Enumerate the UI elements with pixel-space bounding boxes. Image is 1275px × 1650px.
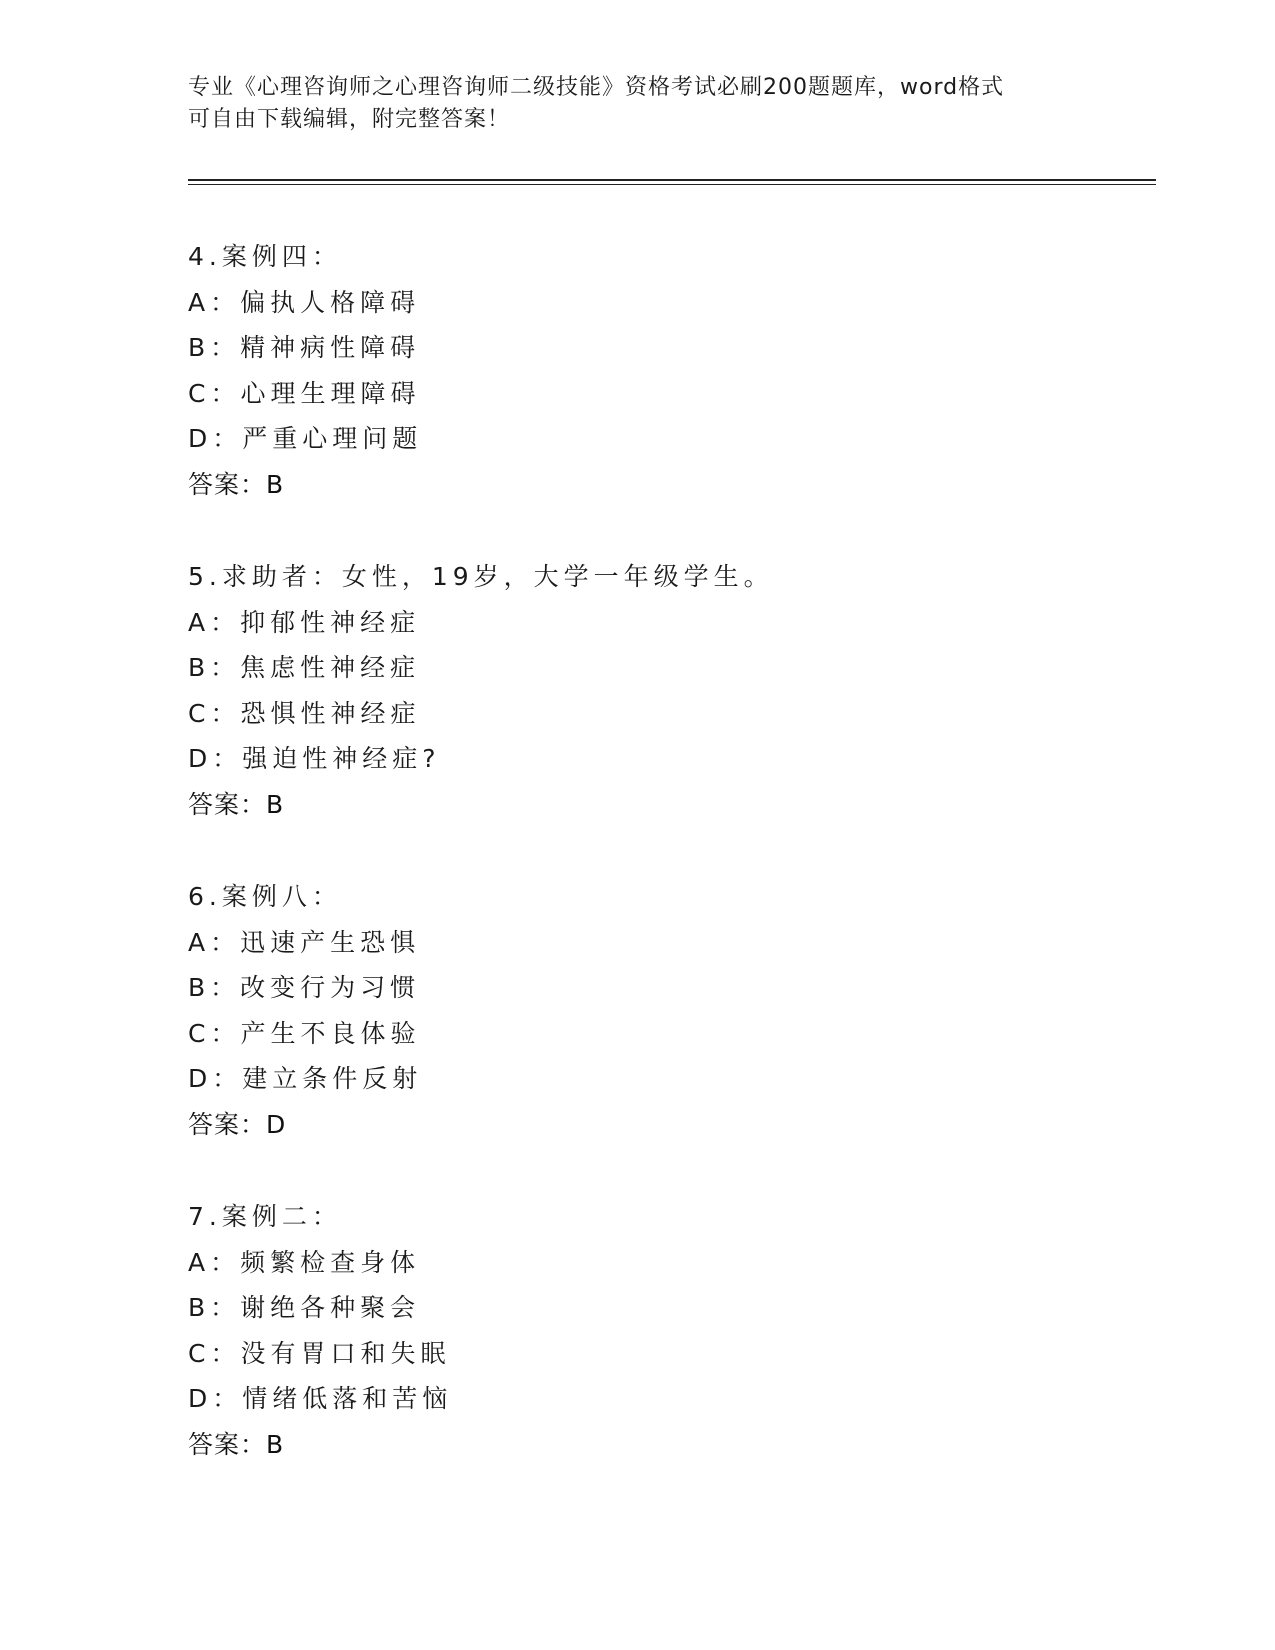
question-5 [188,554,1088,874]
header-title-line-1: 专业《心理咨询师之心理咨询师二级技能》资格考试必刷200题题库，word格式 [188,75,1005,100]
option-c: C：恐惧性神经症 [188,698,421,728]
header-divider-thin [188,184,1156,185]
question-stem: 7.案例二： [188,1202,342,1231]
option-b: B：改变行为习惯 [188,973,421,1003]
answer-label: 答案：B [188,1429,285,1459]
question-7 [188,1194,1088,1514]
answer-label: 答案：B [188,789,285,819]
option-c: C：没有胃口和失眠 [188,1338,451,1368]
question-4 [188,234,1088,554]
option-c: C：产生不良体验 [188,1018,421,1048]
option-d: D：建立条件反射 [188,1064,423,1094]
option-b: B：焦虑性神经症 [188,653,421,683]
header-title-line-2: 可自由下载编辑，附完整答案！ [188,107,511,132]
question-stem: 6.案例八： [188,882,342,911]
option-a: A：迅速产生恐惧 [188,927,421,957]
header-divider-thick [188,179,1156,181]
answer-label: 答案：B [188,469,285,499]
option-a: A：抑郁性神经症 [188,607,421,637]
option-b: B：谢绝各种聚会 [188,1293,421,1323]
question-6 [188,874,1088,1194]
option-c: C：心理生理障碍 [188,378,421,408]
question-stem: 4.案例四： [188,242,342,271]
option-a: A：频繁检查身体 [188,1247,421,1277]
option-a: A：偏执人格障碍 [188,287,421,317]
document-header [188,72,1088,136]
question-list [188,234,1088,1514]
question-stem: 5.求助者：女性，19岁，大学一年级学生。 [188,562,774,591]
answer-label: 答案：D [188,1109,287,1139]
option-d: D：强迫性神经症? [188,744,441,774]
option-d: D：情绪低落和苦恼 [188,1384,453,1414]
option-d: D：严重心理问题 [188,424,423,454]
option-b: B：精神病性障碍 [188,333,421,363]
